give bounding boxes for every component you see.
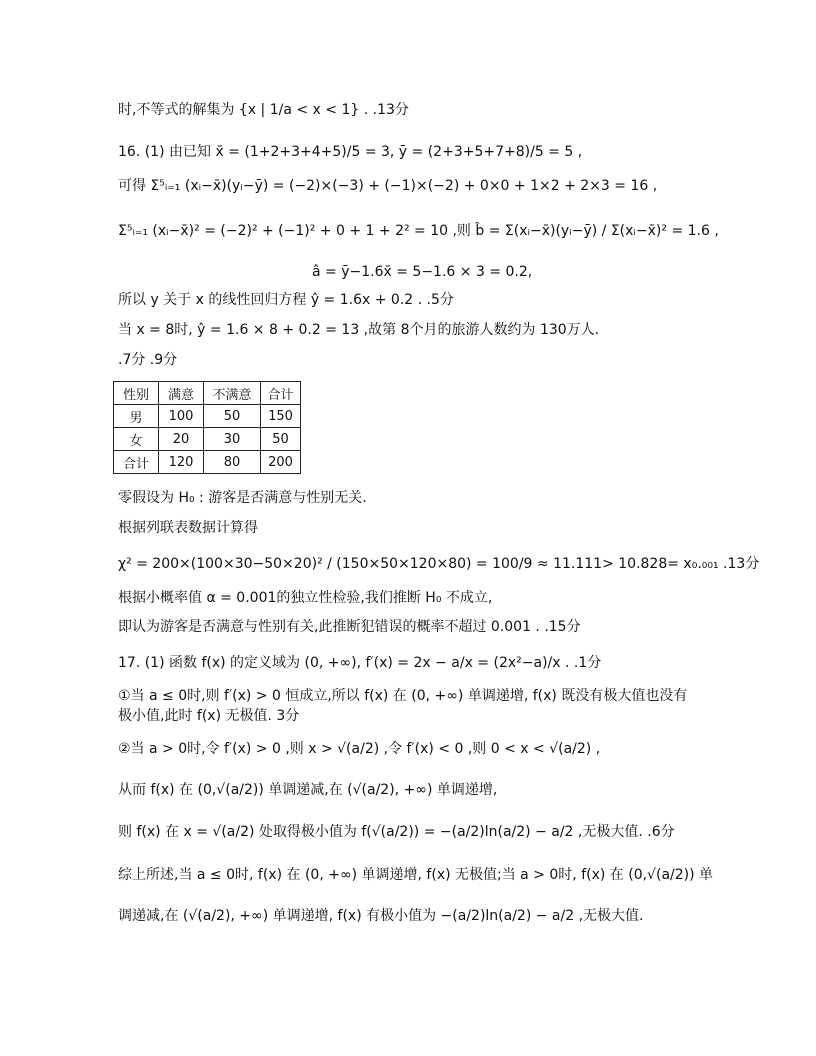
table-cell: 150 xyxy=(261,405,301,428)
table-cell: 50 xyxy=(261,428,301,451)
solution-line: 时,不等式的解集为 {x | 1/a < x < 1} . .13分 xyxy=(118,102,409,118)
table-header-row xyxy=(114,382,301,405)
solution-line: ①当 a ≤ 0时,则 f′(x) > 0 恒成立,所以 f(x) 在 (0, +∞) 单调递增, f(x) 既没有极大值也没有 xyxy=(118,688,688,704)
table-cell: 30 xyxy=(204,428,261,451)
solution-line: 零假设为 H₀ : 游客是否满意与性别无关. xyxy=(118,490,367,506)
solution-line: 综上所述,当 a ≤ 0时, f(x) 在 (0, +∞) 单调递增, f(x) 无极值;当 a > 0时, f(x) 在 (0,√(a/2)) 单 xyxy=(118,867,714,883)
solution-line: ②当 a > 0时,令 f′(x) > 0 ,则 x > √(a/2) ,令 f′(x) < 0 ,则 0 < x < √(a/2) , xyxy=(118,741,601,757)
solution-line: 极小值,此时 f(x) 无极值. 3分 xyxy=(118,708,300,724)
table-cell: 女 xyxy=(114,428,159,451)
table-header-cell: 满意 xyxy=(159,382,204,405)
table-cell: 20 xyxy=(159,428,204,451)
table-cell: 200 xyxy=(261,451,301,474)
table-header-cell: 合计 xyxy=(261,382,301,405)
solution-line: 17. (1) 函数 f(x) 的定义域为 (0, +∞), f′(x) = 2x − a/x = (2x²−a)/x . .1分 xyxy=(118,655,602,671)
solution-line: 则 f(x) 在 x = √(a/2) 处取得极小值为 f(√(a/2)) = −(a/2)ln(a/2) − a/2 ,无极大值. .6分 xyxy=(118,824,675,840)
table-cell: 100 xyxy=(159,405,204,428)
solution-line: Σ⁵ᵢ₌₁ (xᵢ−x̄)² = (−2)² + (−1)² + 0 + 1 + 2² = 10 ,则 b̂ = Σ(xᵢ−x̄)(yᵢ−ȳ) / Σ(xᵢ−x̄)² = 1.6 , xyxy=(118,223,719,239)
solution-line: 即认为游客是否满意与性别有关,此推断犯错误的概率不超过 0.001 . .15分 xyxy=(118,619,581,635)
solution-line: 所以 y 关于 x 的线性回归方程 ŷ = 1.6x + 0.2 . .5分 xyxy=(118,292,454,308)
table-cell: 男 xyxy=(114,405,159,428)
solution-line: 可得 Σ⁵ᵢ₌₁ (xᵢ−x̄)(yᵢ−ȳ) = (−2)×(−3) + (−1)×(−2) + 0×0 + 1×2 + 2×3 = 16 , xyxy=(118,178,658,194)
solution-line: â = ȳ−1.6x̄ = 5−1.6 × 3 = 0.2, xyxy=(312,264,533,280)
table-cell: 合计 xyxy=(114,451,159,474)
table-cell: 80 xyxy=(204,451,261,474)
table-row xyxy=(114,451,301,474)
table-row xyxy=(114,428,301,451)
solution-line: 根据小概率值 α = 0.001的独立性检验,我们推断 H₀ 不成立, xyxy=(118,590,493,606)
solution-line: 根据列联表数据计算得 xyxy=(118,520,258,536)
table-header-cell: 不满意 xyxy=(204,382,261,405)
solution-line: .7分 .9分 xyxy=(118,352,178,368)
table-cell: 120 xyxy=(159,451,204,474)
contingency-table xyxy=(113,381,301,474)
table-cell: 50 xyxy=(204,405,261,428)
solution-line: χ² = 200×(100×30−50×20)² / (150×50×120×80) = 100/9 ≈ 11.111> 10.828= x₀.₀₀₁ .13分 xyxy=(118,556,760,572)
solution-line: 16. (1) 由已知 x̄ = (1+2+3+4+5)/5 = 3, ȳ = (2+3+5+7+8)/5 = 5 , xyxy=(118,144,583,160)
solution-line: 从而 f(x) 在 (0,√(a/2)) 单调递减,在 (√(a/2), +∞) 单调递增, xyxy=(118,782,498,798)
solution-line: 调递减,在 (√(a/2), +∞) 单调递增, f(x) 有极小值为 −(a/2)ln(a/2) − a/2 ,无极大值. xyxy=(118,908,644,924)
table-row xyxy=(114,405,301,428)
table-header-cell: 性别 xyxy=(114,382,159,405)
solution-line: 当 x = 8时, ŷ = 1.6 × 8 + 0.2 = 13 ,故第 8个月的旅游人数约为 130万人. xyxy=(118,322,600,338)
